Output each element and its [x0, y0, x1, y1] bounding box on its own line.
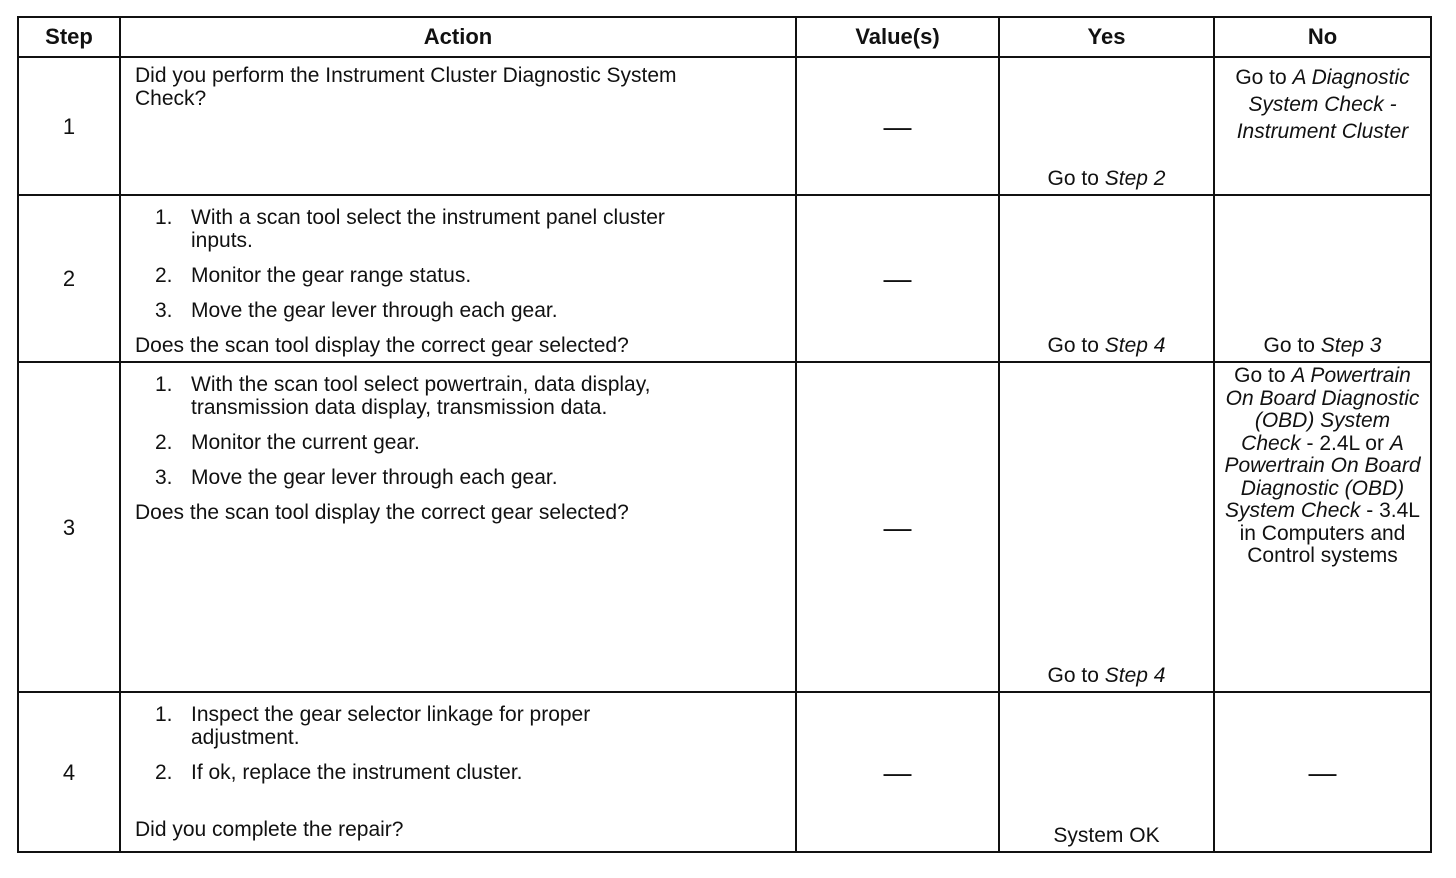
no-text: - 2.4L or [1300, 431, 1390, 455]
no-cell: — [1214, 692, 1431, 852]
table-row [18, 57, 1431, 195]
yes-prefix: Go to [1047, 167, 1105, 190]
step-number: 1 [18, 57, 120, 195]
action-cell [120, 195, 796, 362]
value-cell: — [796, 57, 999, 195]
action-steps [135, 206, 785, 322]
value-cell: — [796, 362, 999, 692]
no-text: - 3.4L in Computers and Control systems [1239, 499, 1420, 567]
diagnostic-table [17, 16, 1432, 853]
step-number: 4 [18, 692, 120, 852]
yes-cell[interactable] [999, 362, 1214, 692]
header-yes: Yes [999, 17, 1214, 57]
header-no: No [1214, 17, 1431, 57]
header-step: Step [18, 17, 120, 57]
action-step: 1. With a scan tool select the instrument panel cluster inputs. [155, 206, 665, 252]
action-question: Does the scan tool display the correct gear selected? [135, 334, 629, 357]
table-row [18, 362, 1431, 692]
yes-cell[interactable]: System OK [999, 692, 1214, 852]
yes-cell[interactable] [999, 195, 1214, 362]
no-link-powertrain-34l[interactable]: A Powertrain On Board Diagnostic (OBD) System Check [1224, 431, 1421, 522]
header-row [18, 17, 1431, 57]
action-question: Did you complete the repair? [135, 818, 404, 841]
no-cell[interactable] [1214, 195, 1431, 362]
no-prefix: Go to [1235, 66, 1293, 89]
yes-link[interactable]: Step 2 [1104, 167, 1166, 190]
action-cell [120, 362, 796, 692]
step-number: 2 [18, 195, 120, 362]
yes-prefix: Go to [1047, 664, 1105, 687]
action-steps [135, 373, 785, 489]
action-step: 2. Monitor the current gear. [155, 431, 420, 454]
no-link[interactable]: Step 3 [1320, 334, 1382, 357]
action-step: 1. Inspect the gear selector linkage for proper adjustment. [155, 703, 591, 749]
yes-link[interactable]: Step 4 [1104, 664, 1166, 687]
value-cell: — [796, 195, 999, 362]
action-cell [120, 692, 796, 852]
action-steps [135, 703, 785, 784]
action-cell [120, 57, 796, 195]
no-cell[interactable] [1214, 57, 1431, 195]
action-step: 2. Monitor the gear range status. [155, 264, 472, 287]
action-step: 1. With the scan tool select powertrain, data display, transmission data display, transmission data. [155, 373, 651, 419]
action-step: 3. Move the gear lever through each gear. [155, 466, 558, 489]
action-question: Does the scan tool display the correct gear selected? [135, 501, 629, 524]
no-link[interactable]: A Diagnostic System Check - Instrument Cluster [1236, 66, 1410, 143]
action-step: 2. If ok, replace the instrument cluster. [155, 761, 523, 784]
table-row [18, 195, 1431, 362]
header-action: Action [120, 17, 796, 57]
step-number: 3 [18, 362, 120, 692]
value-cell: — [796, 692, 999, 852]
no-prefix: Go to [1234, 364, 1292, 387]
table-row [18, 692, 1431, 852]
no-link-powertrain-24l[interactable]: A Powertrain On Board Diagnostic (OBD) System Check [1225, 364, 1420, 455]
yes-cell[interactable] [999, 57, 1214, 195]
action-question: Did you perform the Instrument Cluster Diagnostic System Check? [135, 64, 677, 110]
yes-prefix: Go to [1047, 334, 1105, 357]
action-step: 3. Move the gear lever through each gear. [155, 299, 558, 322]
no-cell[interactable] [1214, 362, 1431, 692]
yes-link[interactable]: Step 4 [1104, 334, 1166, 357]
no-prefix: Go to [1263, 334, 1321, 357]
header-values: Value(s) [796, 17, 999, 57]
